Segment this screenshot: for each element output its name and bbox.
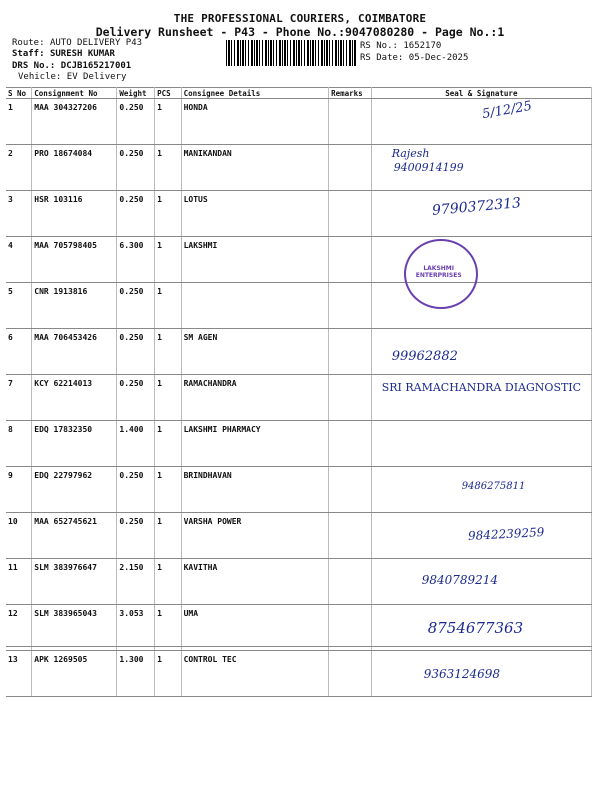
cell-consignee: RAMACHANDRA	[181, 375, 329, 421]
cell-weight: 0.250	[117, 191, 155, 237]
cell-sno: 2	[6, 145, 32, 191]
col-seal-signature: Seal & Signature	[371, 88, 591, 99]
drs-line: DRS No.: DCJB165217001	[12, 61, 132, 71]
cell-consignee: VARSHA POWER	[181, 513, 329, 559]
cell-consignee: LAKSHMI PHARMACY	[181, 421, 329, 467]
cell-sno: 1	[6, 99, 32, 145]
cell-seal-signature	[371, 99, 591, 145]
cell-consignment: EDQ 22797962	[32, 467, 117, 513]
cell-consignment: SLM 383965043	[32, 605, 117, 651]
cell-pcs: 1	[155, 237, 182, 283]
cell-seal-signature	[371, 605, 591, 651]
cell-sno: 6	[6, 329, 32, 375]
table-row	[6, 99, 592, 145]
col-pcs: PCS	[155, 88, 182, 99]
table-row	[6, 237, 592, 283]
cell-sno: 5	[6, 283, 32, 329]
handwritten-phone: 9400914199	[393, 161, 464, 174]
runsheet-table	[6, 87, 592, 697]
cell-consignment: MAA 706453426	[32, 329, 117, 375]
cell-consignment: MAA 705798405	[32, 237, 117, 283]
handwritten-phone: 9790372313	[431, 195, 522, 219]
cell-consignee: CONTROL TEC	[181, 651, 329, 697]
cell-consignment: CNR 1913816	[32, 283, 117, 329]
rs-date: RS Date: 05-Dec-2025	[360, 53, 469, 63]
cell-pcs: 1	[155, 283, 182, 329]
rs-number: RS No.: 1652170	[360, 41, 442, 51]
cell-sno: 7	[6, 375, 32, 421]
cell-consignment: PRO 18674084	[32, 145, 117, 191]
handwritten-name: Rajesh	[391, 147, 430, 160]
cell-seal-signature	[371, 375, 591, 421]
cell-pcs: 1	[155, 191, 182, 237]
table-row	[6, 145, 592, 191]
cell-remarks	[329, 99, 372, 145]
table-row	[6, 467, 592, 513]
cell-sno: 3	[6, 191, 32, 237]
cell-consignment: SLM 383976647	[32, 559, 117, 605]
cell-seal-signature	[371, 329, 591, 375]
cell-seal-signature	[371, 191, 591, 237]
cell-sno: 4	[6, 237, 32, 283]
cell-remarks	[329, 283, 372, 329]
table-row	[6, 513, 592, 559]
cell-seal-signature	[371, 237, 591, 283]
cell-remarks	[329, 329, 372, 375]
cell-seal-signature	[371, 283, 591, 329]
cell-pcs: 1	[155, 145, 182, 191]
cell-weight: 0.250	[117, 513, 155, 559]
col-weight: Weight	[117, 88, 155, 99]
col-consignment: Consignment No	[32, 88, 117, 99]
table-row	[6, 283, 592, 329]
cell-seal-signature	[371, 421, 591, 467]
cell-seal-signature	[371, 513, 591, 559]
col-consignee: Consignee Details	[181, 88, 329, 99]
cell-consignee: KAVITHA	[181, 559, 329, 605]
cell-remarks	[329, 605, 372, 651]
barcode	[226, 40, 356, 66]
table-row	[6, 421, 592, 467]
cell-pcs: 1	[155, 99, 182, 145]
col-remarks: Remarks	[329, 88, 372, 99]
table-row	[6, 329, 592, 375]
table-row	[6, 375, 592, 421]
cell-weight: 3.053	[117, 605, 155, 651]
handwritten-phone: 9840789214	[421, 573, 499, 587]
cell-remarks	[329, 191, 372, 237]
company-title: THE PROFESSIONAL COURIERS, COIMBATORE	[173, 12, 427, 25]
cell-pcs: 1	[155, 329, 182, 375]
handwritten-phone: 9486275811	[461, 481, 526, 492]
cell-sno: 8	[6, 421, 32, 467]
table-row	[6, 651, 592, 697]
cell-consignment: HSR 103116	[32, 191, 117, 237]
cell-remarks	[329, 467, 372, 513]
cell-sno: 9	[6, 467, 32, 513]
cell-consignee: UMA	[181, 605, 329, 651]
cell-consignment: KCY 62214013	[32, 375, 117, 421]
table-row	[6, 605, 592, 651]
cell-weight: 0.250	[117, 329, 155, 375]
cell-consignment: MAA 304327206	[32, 99, 117, 145]
cell-remarks	[329, 513, 372, 559]
cell-weight: 0.250	[117, 283, 155, 329]
company-stamp-text: SRI RAMACHANDRA DIAGNOSTIC	[381, 381, 582, 394]
cell-pcs: 1	[155, 421, 182, 467]
cell-consignee: MANIKANDAN	[181, 145, 329, 191]
cell-remarks	[329, 237, 372, 283]
cell-weight: 0.250	[117, 467, 155, 513]
cell-seal-signature	[371, 651, 591, 697]
cell-remarks	[329, 651, 372, 697]
cell-weight: 0.250	[117, 375, 155, 421]
cell-seal-signature	[371, 467, 591, 513]
cell-weight: 0.250	[117, 99, 155, 145]
table-row	[6, 559, 592, 605]
handwritten-phone: 8754677363	[427, 619, 524, 637]
cell-consignee: HONDA	[181, 99, 329, 145]
cell-weight: 1.300	[117, 651, 155, 697]
cell-sno: 10	[6, 513, 32, 559]
cell-weight: 0.250	[117, 145, 155, 191]
cell-weight: 2.150	[117, 559, 155, 605]
cell-consignment: MAA 652745621	[32, 513, 117, 559]
table-row	[6, 191, 592, 237]
cell-consignment: APK 1269505	[32, 651, 117, 697]
cell-remarks	[329, 559, 372, 605]
table-header	[6, 88, 592, 99]
stamp-text: LAKSHMI ENTERPRISES	[415, 265, 462, 279]
cell-sno: 11	[6, 559, 32, 605]
cell-consignment: EDQ 17832350	[32, 421, 117, 467]
runsheet-title: Delivery Runsheet - P43 - Phone No.:9047080280 - Page No.:1	[95, 25, 505, 39]
cell-weight: 1.400	[117, 421, 155, 467]
handwritten-phone: 9842239259	[467, 525, 545, 543]
cell-pcs: 1	[155, 375, 182, 421]
cell-seal-signature	[371, 559, 591, 605]
cell-pcs: 1	[155, 513, 182, 559]
cell-consignee: LAKSHMI	[181, 237, 329, 283]
cell-consignee: SM AGEN	[181, 329, 329, 375]
cell-consignee	[181, 283, 329, 329]
cell-pcs: 1	[155, 651, 182, 697]
vehicle-line: Vehicle: EV Delivery	[18, 72, 127, 82]
cell-sno: 13	[6, 651, 32, 697]
cell-consignee: BRINDHAVAN	[181, 467, 329, 513]
handwritten-phone: 9363124698	[423, 667, 501, 681]
col-sno: S No	[6, 88, 32, 99]
cell-consignee: LOTUS	[181, 191, 329, 237]
table-bottom-border	[6, 646, 592, 647]
handwritten-phone: 99962882	[391, 349, 458, 364]
cell-pcs: 1	[155, 467, 182, 513]
cell-remarks	[329, 145, 372, 191]
cell-seal-signature	[371, 145, 591, 191]
cell-remarks	[329, 421, 372, 467]
cell-pcs: 1	[155, 559, 182, 605]
cell-sno: 12	[6, 605, 32, 651]
cell-remarks	[329, 375, 372, 421]
cell-weight: 6.300	[117, 237, 155, 283]
route-line: Route: AUTO DELIVERY P43	[12, 38, 143, 48]
cell-pcs: 1	[155, 605, 182, 651]
staff-line: Staff: SURESH KUMAR	[12, 49, 115, 59]
handwritten-date: 5/12/25	[480, 98, 533, 123]
